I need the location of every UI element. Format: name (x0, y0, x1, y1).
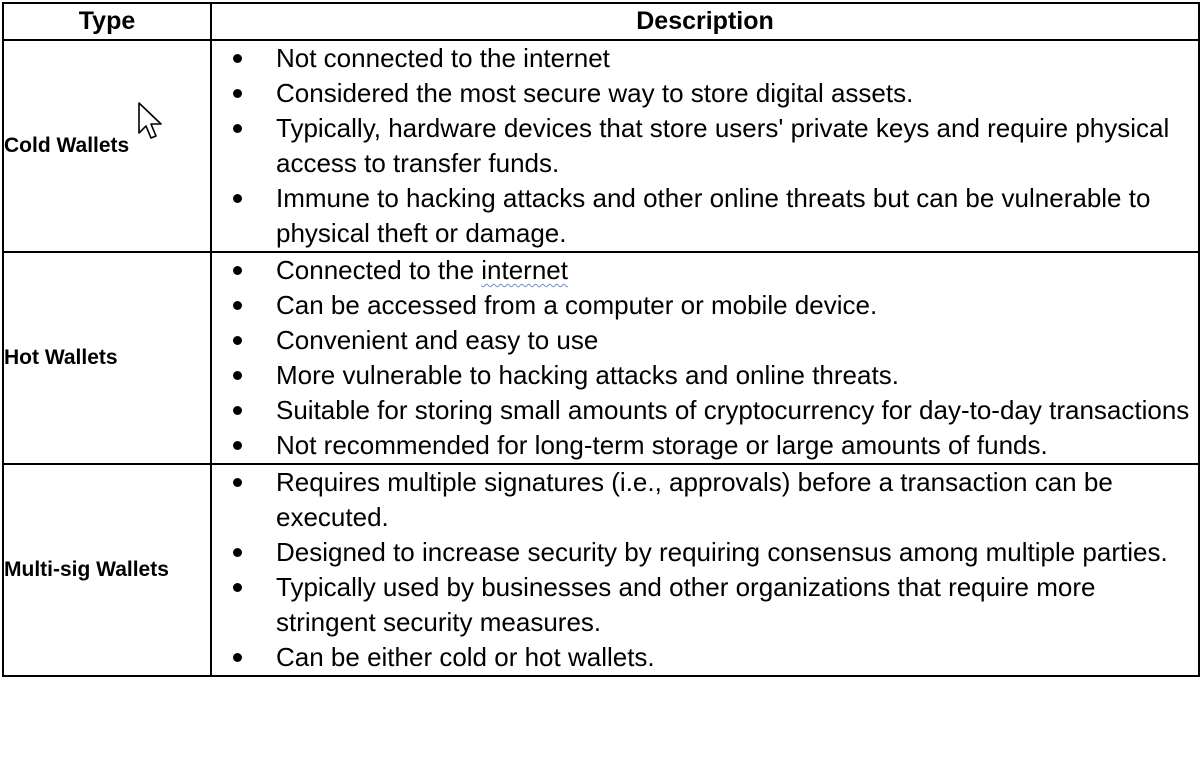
header-type[interactable]: Type (3, 3, 211, 40)
type-cell-hot-wallets[interactable]: Hot Wallets (3, 252, 211, 464)
type-cell-multisig-wallets[interactable]: Multi-sig Wallets (3, 464, 211, 676)
mouse-pointer-icon (136, 101, 164, 141)
header-row (3, 3, 1199, 40)
list-item: Requires multiple signatures (i.e., approvals) before a transaction can be executed. (212, 465, 1198, 535)
list-item: Not recommended for long-term storage or large amounts of funds. (212, 428, 1198, 463)
list-item: Suitable for storing small amounts of cryptocurrency for day-to-day transactions (212, 393, 1198, 428)
table-row-hot-wallets (3, 252, 1199, 464)
bullet-list (212, 41, 1198, 251)
list-item: Considered the most secure way to store digital assets. (212, 76, 1198, 111)
list-item: Typically used by businesses and other organizations that require more stringent security measures. (212, 570, 1198, 640)
list-item (212, 253, 1198, 288)
list-item: Convenient and easy to use (212, 323, 1198, 358)
bullet-list (212, 253, 1198, 463)
description-cell-cold-wallets[interactable] (211, 40, 1199, 252)
list-item: Typically, hardware devices that store users' private keys and require physical access to transfer funds. (212, 111, 1198, 181)
type-cell-cold-wallets[interactable]: Cold Wallets (3, 40, 211, 252)
list-item: Can be accessed from a computer or mobile device. (212, 288, 1198, 323)
description-cell-multisig-wallets[interactable] (211, 464, 1199, 676)
table-row-multisig-wallets (3, 464, 1199, 676)
list-item: Can be either cold or hot wallets. (212, 640, 1198, 675)
description-cell-hot-wallets[interactable] (211, 252, 1199, 464)
list-item-text: Connected to the (276, 255, 482, 285)
list-item: Immune to hacking attacks and other online threats but can be vulnerable to physical theft or damage. (212, 181, 1198, 251)
table-row-cold-wallets (3, 40, 1199, 252)
wallet-types-table (2, 2, 1200, 677)
header-description[interactable]: Description (211, 3, 1199, 40)
bullet-list (212, 465, 1198, 675)
list-item: Not connected to the internet (212, 41, 1198, 76)
spellcheck-flagged-word[interactable]: internet (481, 255, 568, 285)
list-item: Designed to increase security by requiring consensus among multiple parties. (212, 535, 1198, 570)
list-item: More vulnerable to hacking attacks and online threats. (212, 358, 1198, 393)
